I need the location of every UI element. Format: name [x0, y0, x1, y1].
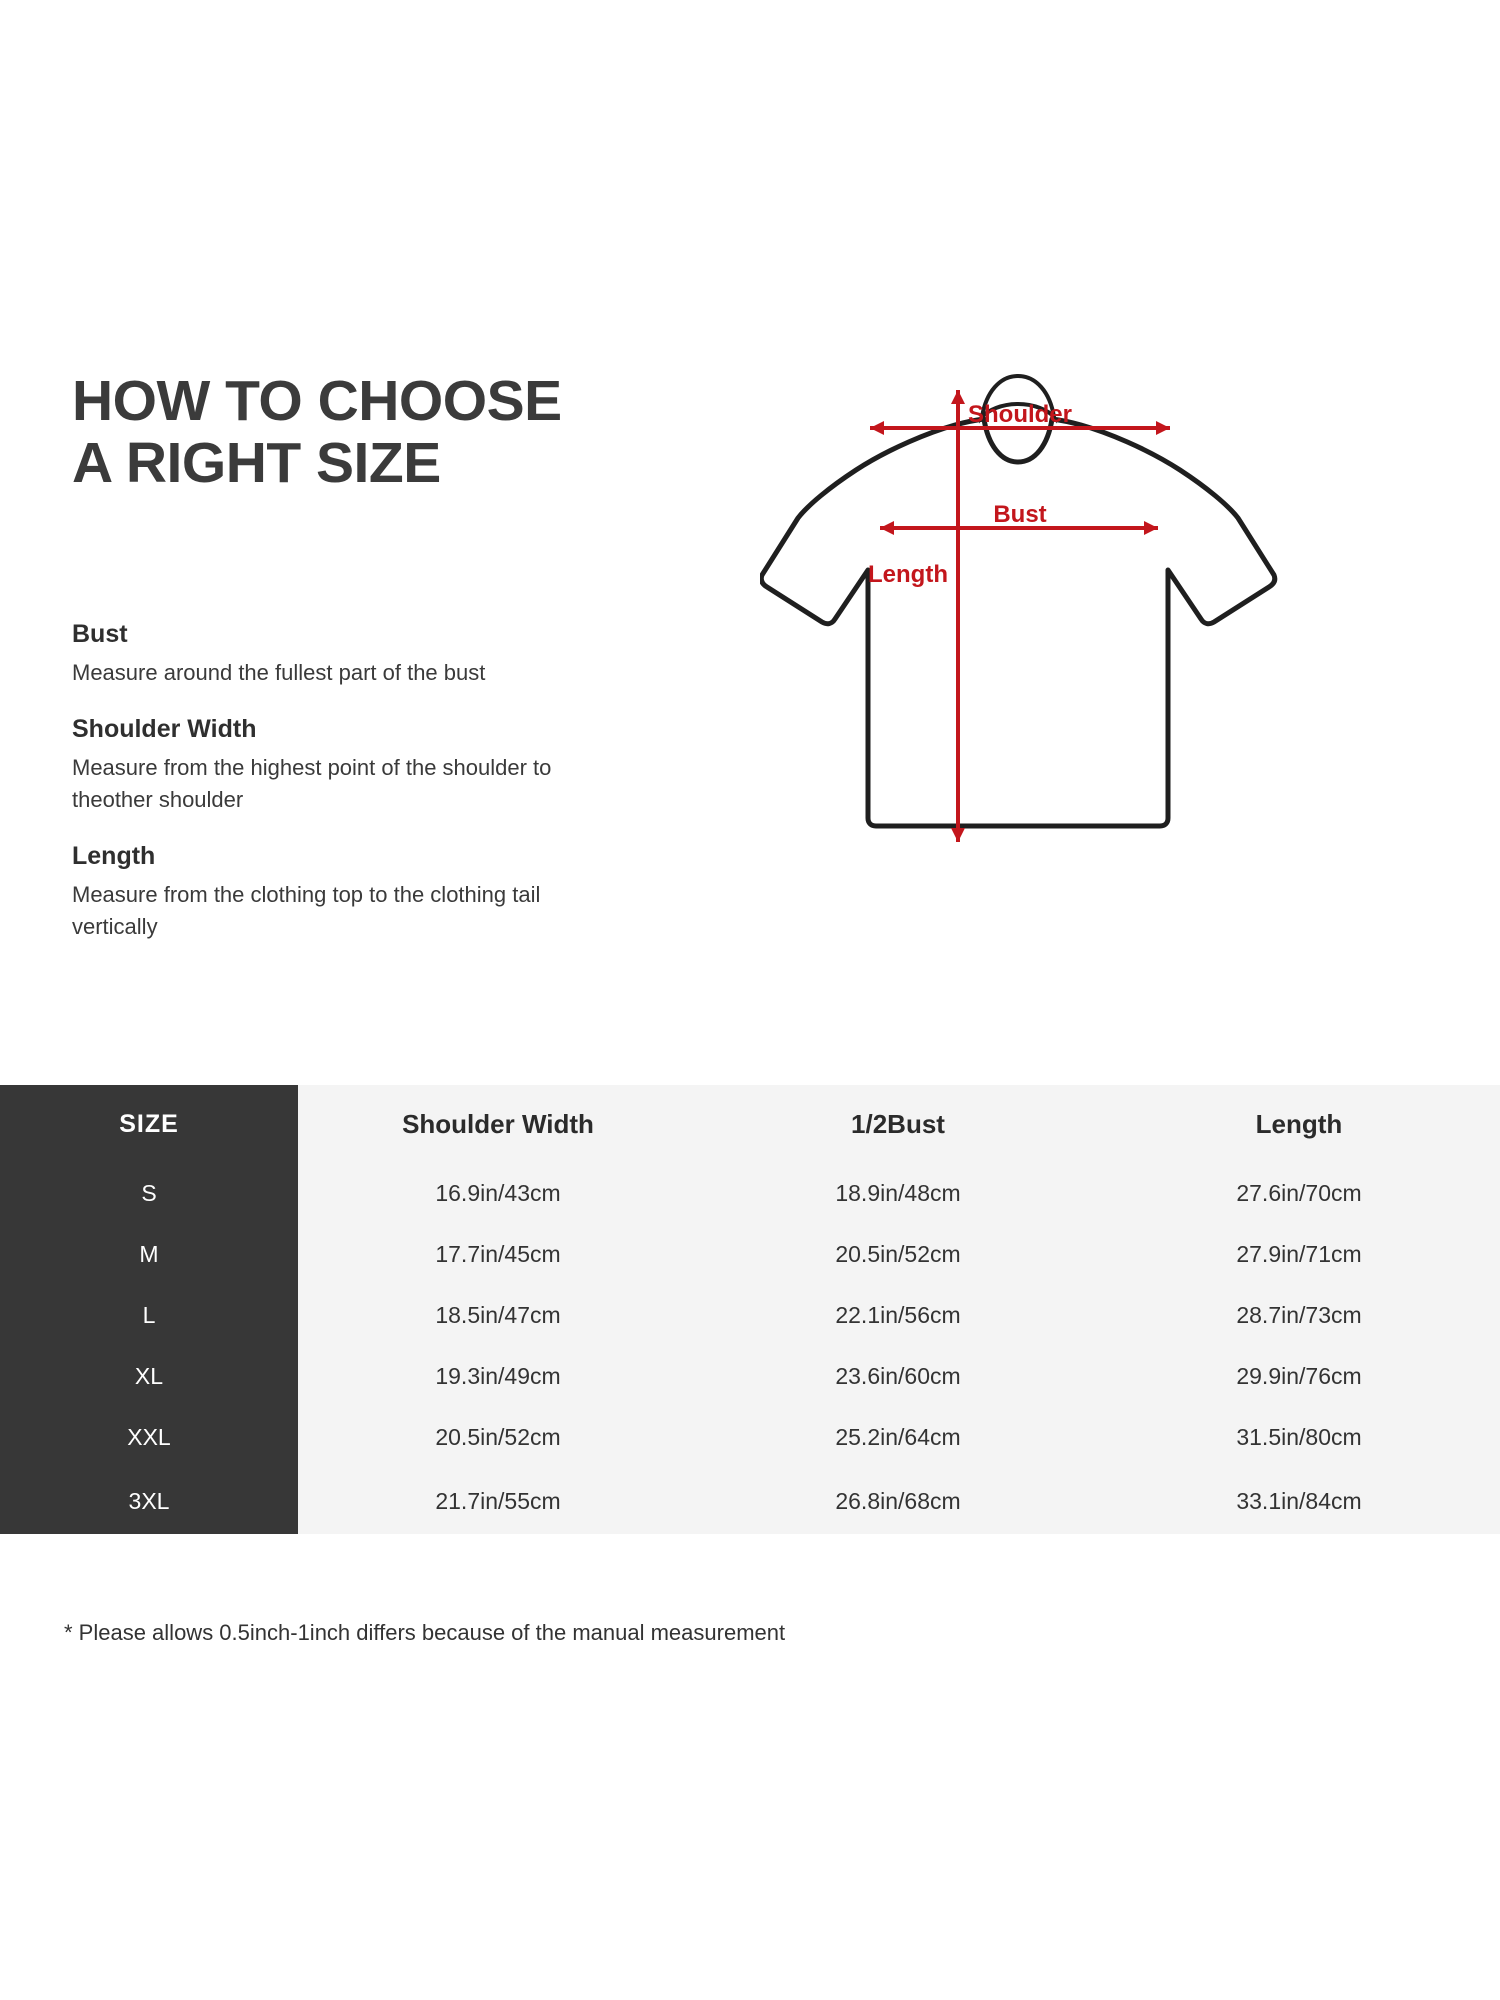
cell-half-bust: 23.6in/60cm [698, 1346, 1098, 1407]
cell-shoulder-width: 21.7in/55cm [298, 1468, 698, 1534]
tshirt-outline [761, 419, 1275, 826]
definition-shoulder-width [72, 715, 692, 816]
definition-bust [72, 620, 692, 689]
column-header-length: Length [1098, 1085, 1500, 1163]
definition-description: Measure around the fullest part of the bust [72, 660, 486, 685]
cell-shoulder-width: 19.3in/49cm [298, 1346, 698, 1407]
cell-size: 3XL [0, 1468, 298, 1534]
definition-length [72, 842, 692, 943]
cell-length: 33.1in/84cm [1098, 1468, 1500, 1534]
table-row [0, 1468, 1500, 1534]
definition-description: Measure from the highest point of the shoulder to theother shoulder [72, 755, 552, 812]
cell-length: 27.9in/71cm [1098, 1224, 1500, 1285]
cell-length: 31.5in/80cm [1098, 1407, 1500, 1468]
page-title-line-1: HOW TO CHOOSE [72, 369, 562, 433]
cell-shoulder-width: 18.5in/47cm [298, 1285, 698, 1346]
cell-half-bust: 22.1in/56cm [698, 1285, 1098, 1346]
table-row [0, 1163, 1500, 1224]
length-label: Length [868, 561, 948, 588]
column-header-half-bust: 1/2Bust [698, 1085, 1098, 1163]
shoulder-label: Shoulder [967, 401, 1073, 428]
page-title-line-2: A RIGHT SIZE [72, 431, 441, 495]
cell-size: XXL [0, 1407, 298, 1468]
definition-term: Bust [72, 620, 128, 648]
column-header-size: SIZE [0, 1085, 298, 1163]
cell-length: 27.6in/70cm [1098, 1163, 1500, 1224]
cell-half-bust: 20.5in/52cm [698, 1224, 1098, 1285]
cell-length: 29.9in/76cm [1098, 1346, 1500, 1407]
measurement-disclaimer: * Please allows 0.5inch-1inch differs because of the manual measurement [64, 1620, 786, 1645]
table-row [0, 1346, 1500, 1407]
cell-half-bust: 26.8in/68cm [698, 1468, 1098, 1534]
cell-half-bust: 25.2in/64cm [698, 1407, 1098, 1468]
cell-length: 28.7in/73cm [1098, 1285, 1500, 1346]
bust-label: Bust [993, 501, 1047, 528]
table-row [0, 1224, 1500, 1285]
definition-term: Shoulder Width [72, 715, 257, 743]
cell-shoulder-width: 16.9in/43cm [298, 1163, 698, 1224]
size-chart-table [0, 1085, 1500, 1575]
table-row [0, 1285, 1500, 1346]
definition-term: Length [72, 842, 156, 870]
definition-description: Measure from the clothing top to the clothing tail vertically [72, 882, 541, 939]
table-header-row [0, 1085, 1500, 1163]
cell-size: S [0, 1163, 298, 1224]
cell-half-bust: 18.9in/48cm [698, 1163, 1098, 1224]
column-header-shoulder-width: Shoulder Width [298, 1085, 698, 1163]
cell-size: M [0, 1224, 298, 1285]
tshirt-measurement-diagram [760, 370, 1380, 1010]
cell-size: L [0, 1285, 298, 1346]
table-row [0, 1407, 1500, 1468]
page-title [72, 370, 712, 494]
cell-shoulder-width: 20.5in/52cm [298, 1407, 698, 1468]
cell-shoulder-width: 17.7in/45cm [298, 1224, 698, 1285]
cell-size: XL [0, 1346, 298, 1407]
measurement-definitions [72, 620, 692, 969]
